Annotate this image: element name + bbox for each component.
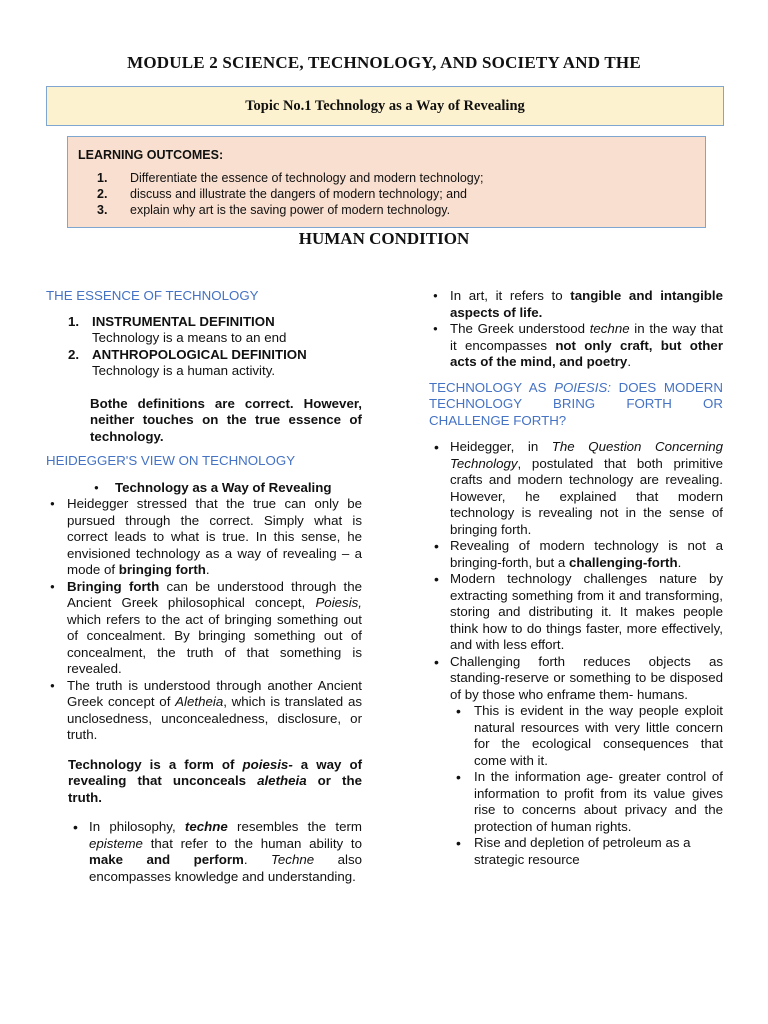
text: or the truth. <box>68 773 362 805</box>
text: . <box>627 354 632 369</box>
learning-outcomes-box <box>67 136 706 228</box>
text: This is evident in the way people exploit natural resources with very little concern for the ecological consequences that come with it. <box>474 703 723 768</box>
text: DOES MODERN TECHNOLOGY BRING FORTH OR CHALLENGE FORTH? <box>429 379 724 428</box>
revealing-subbullet <box>94 480 362 497</box>
text-italic: techne <box>589 321 630 336</box>
text: in the way that it encompasses <box>450 321 723 353</box>
definition-text: Technology is a means to an end <box>92 330 287 345</box>
text-italic: episteme <box>89 835 143 851</box>
text: Heidegger stressed that the true can only be pursued through the correct. Simply what is correct leads to what is true. In this sense, he envisioned technology as a way of revealing – a mode of <box>67 496 362 577</box>
outcome-item <box>78 186 695 202</box>
text-bold: make and perform <box>89 852 244 867</box>
text: that refer to the human ability to <box>142 835 362 851</box>
outcome-item <box>78 202 695 218</box>
text-italic: poiesis- <box>242 756 293 772</box>
text: In the information age- greater control of information to profit from its value gives rise to concerns about privacy and the protection of human rights. <box>474 769 723 834</box>
bullet-aletheia <box>46 678 362 744</box>
poiesis-statement <box>68 757 362 807</box>
bullet-icon: ● <box>94 482 99 492</box>
text: also encompasses knowledge and understanding. <box>89 852 363 884</box>
text: Revealing of modern technology is not a bringing-forth, but a <box>450 538 723 570</box>
text: can be understood through the Ancient Greek philosophical concept, <box>67 578 362 610</box>
text: In philosophy, <box>89 819 185 834</box>
bullet-challenging-forth <box>429 538 723 571</box>
definition-title: ANTHROPOLOGICAL DEFINITION <box>92 346 307 362</box>
text: , which is translated as unclosedness, unconcealedness, disclosure, or truth. <box>67 694 362 742</box>
text: In art, it refers to <box>450 288 571 303</box>
learning-outcomes-heading: LEARNING OUTCOMES: <box>78 148 224 162</box>
bullet-greek-techne <box>429 321 723 371</box>
essence-heading: THE ESSENCE OF TECHNOLOGY <box>46 288 259 303</box>
bullet-standing-reserve <box>429 654 723 704</box>
text-italic: Techne <box>271 852 315 867</box>
bothe-note: Bothe definitions are correct. However, neither touches on the true essence of technology. <box>90 395 362 444</box>
text-bold: not only craft, but other acts of the mind, and poetry <box>450 337 723 369</box>
text-bold-italic: techne <box>184 819 228 834</box>
text: Challenging forth reduces objects as standing-reserve or something to be disposed of by those who enframe them- humans. <box>450 653 723 702</box>
text: Rise and depletion of petroleum as a strategic resource <box>474 835 691 867</box>
module-subtitle: HUMAN CONDITION <box>298 229 470 248</box>
text: . <box>205 562 210 577</box>
definition-item <box>46 347 362 380</box>
definition-item <box>46 314 362 347</box>
definition-title: INSTRUMENTAL DEFINITION <box>92 313 275 329</box>
bullet-heidegger-truth <box>46 496 362 579</box>
text: Technology is a form of <box>68 756 243 772</box>
text-italic: The Question Concerning Technology <box>450 439 723 471</box>
definition-number: 1. <box>68 313 80 329</box>
text: . <box>243 852 271 867</box>
outcome-number: 1. <box>97 171 108 185</box>
right-column <box>429 288 723 868</box>
module-title: MODULE 2 SCIENCE, TECHNOLOGY, AND SOCIETY AND THE <box>127 53 641 72</box>
text-bold: Bringing forth <box>67 578 160 594</box>
outcome-text: Differentiate the essence of technology and modern technology; <box>130 171 484 185</box>
topic-banner <box>46 86 724 126</box>
text: Modern technology challenges nature by extracting something from it and transforming, storing and distributing it. It makes people think how to do things faster, more effectively, and with less effort. <box>450 571 723 652</box>
outcome-number: 3. <box>97 203 108 217</box>
bullet-modern-technology <box>429 571 723 654</box>
text-italic: Aletheia <box>175 694 224 709</box>
left-column <box>46 288 362 885</box>
bullet-techne <box>68 819 362 885</box>
outcome-number: 2. <box>97 187 108 201</box>
bullet-art <box>429 288 723 321</box>
text-italic: Poiesis, <box>315 595 362 610</box>
definition-number: 2. <box>68 346 80 362</box>
text: resembles the term <box>227 819 363 834</box>
text-bold: tangible and intangible aspects of life. <box>450 288 724 320</box>
outcome-text: discuss and illustrate the dangers of modern technology; and <box>130 187 468 201</box>
text: a way of revealing that unconceals <box>68 756 362 788</box>
text-italic: POIESIS: <box>554 379 611 395</box>
text: TECHNOLOGY AS <box>429 379 555 395</box>
subbullet-information-age <box>429 769 723 835</box>
bullet-question-concerning <box>429 439 723 538</box>
definition-text: Technology is a human activity. <box>92 363 276 378</box>
outcome-text: explain why art is the saving power of modern technology. <box>130 203 451 217</box>
heidegger-heading: HEIDEGGER'S VIEW ON TECHNOLOGY <box>46 453 296 468</box>
topic-title: Topic No.1 Technology as a Way of Revealing <box>245 97 525 114</box>
learning-outcomes-list <box>78 170 695 218</box>
definitions-list <box>46 314 362 380</box>
outcome-item <box>78 170 695 186</box>
text: The truth is understood through another Ancient Greek concept of <box>67 677 362 709</box>
poiesis-heading <box>429 380 723 430</box>
subbullet-petroleum <box>429 835 723 868</box>
text: The Greek understood <box>450 321 590 336</box>
revealing-subbullet-text: Technology as a Way of Revealing <box>115 479 332 495</box>
text-bold: challenging-forth <box>569 554 678 570</box>
text: , postulated that both primitive crafts and modern technology are revealing. However, he explained that modern technology is revealing not in the sense of bringing forth. <box>450 455 723 537</box>
text-bold: bringing forth <box>118 562 206 577</box>
subbullet-natural-resources <box>429 703 723 769</box>
text: Heidegger, in <box>450 439 552 454</box>
text-italic: aletheia <box>257 773 307 788</box>
bullet-bringing-forth <box>46 579 362 678</box>
text: which refers to the act of bringing something out of concealment. By bringing something out of concealment, the truth of that something is revealed. <box>67 611 362 676</box>
text: . <box>677 554 682 570</box>
